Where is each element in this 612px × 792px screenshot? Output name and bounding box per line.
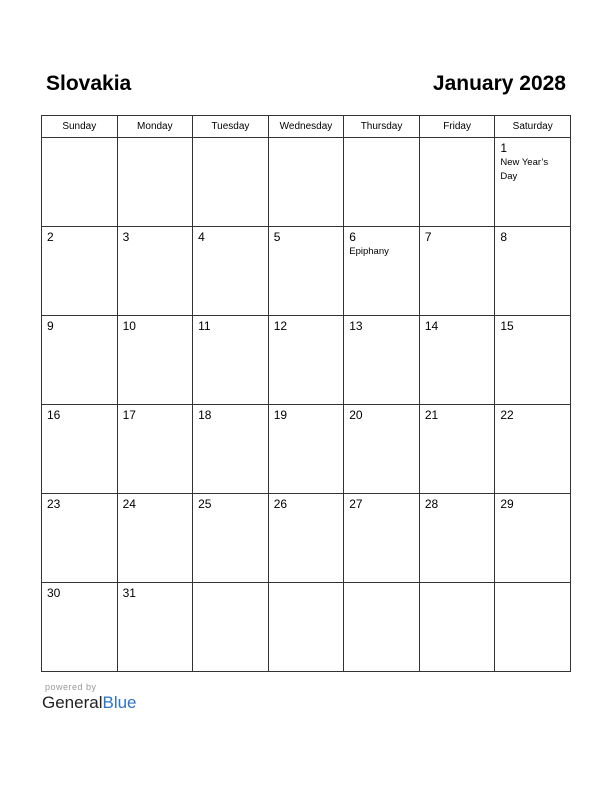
day-cell	[268, 405, 344, 494]
holiday-label	[495, 511, 570, 512]
week-row	[42, 405, 571, 494]
day-number: 30	[47, 586, 61, 600]
day-cell	[268, 583, 344, 672]
day-cell	[42, 227, 118, 316]
day-number: 26	[273, 497, 288, 511]
holiday-label: Epiphany	[349, 246, 389, 257]
week-row	[42, 227, 571, 316]
day-number: 1	[500, 141, 508, 155]
day-cell	[193, 583, 269, 672]
holiday-label	[269, 141, 344, 142]
weekday-header: Sunday	[42, 116, 118, 138]
holiday-label	[420, 141, 495, 142]
day-number: 5	[273, 230, 281, 244]
day-cell	[42, 138, 118, 227]
holiday-label	[118, 333, 193, 334]
day-number: 6	[349, 230, 356, 244]
day-cell	[495, 583, 571, 672]
day-cell	[268, 316, 344, 405]
holiday-label	[42, 244, 117, 245]
weekday-header: Thursday	[344, 116, 420, 138]
logo-blue-text: Blue	[102, 693, 137, 712]
holiday-label	[118, 422, 193, 423]
day-cell	[117, 227, 193, 316]
holiday-label	[269, 511, 344, 512]
day-cell	[419, 494, 495, 583]
holiday-label	[495, 586, 570, 587]
holiday-label	[193, 422, 268, 423]
holiday-label	[420, 333, 495, 334]
day-cell	[495, 316, 571, 405]
holiday-label	[269, 333, 344, 334]
month-year-title: January 2028	[432, 72, 566, 95]
weekday-header-row	[42, 116, 571, 138]
holiday-label	[495, 244, 570, 245]
day-number: 13	[349, 319, 363, 333]
day-number: 12	[273, 319, 288, 333]
day-cell	[193, 227, 269, 316]
day-number: 7	[424, 230, 432, 244]
day-cell	[42, 494, 118, 583]
day-number: 28	[424, 497, 439, 511]
weekday-header: Monday	[117, 116, 193, 138]
holiday-label	[193, 244, 268, 245]
holiday-label	[420, 422, 495, 423]
weekday-header: Saturday	[495, 116, 571, 138]
day-cell	[42, 405, 118, 494]
week-row	[42, 583, 571, 672]
day-number: 8	[500, 230, 508, 244]
day-number: 14	[424, 319, 439, 333]
holiday-label	[495, 333, 570, 334]
powered-by-label: powered by	[45, 682, 97, 692]
weekday-header: Friday	[419, 116, 495, 138]
weekday-header: Tuesday	[193, 116, 269, 138]
calendar-grid	[41, 115, 571, 672]
day-cell	[495, 494, 571, 583]
footer	[42, 681, 137, 713]
day-number: 29	[500, 497, 514, 511]
day-number: 25	[198, 497, 212, 511]
day-number: 21	[424, 408, 439, 422]
day-number: 11	[198, 319, 211, 333]
holiday-label	[42, 141, 117, 142]
holiday-label	[193, 141, 268, 142]
day-cell	[117, 316, 193, 405]
holiday-label: New Year’s Day	[500, 157, 549, 182]
day-cell	[344, 316, 420, 405]
logo-general-text: General	[42, 693, 103, 712]
day-cell	[117, 494, 193, 583]
day-cell	[344, 583, 420, 672]
holiday-label	[118, 244, 193, 245]
holiday-label	[42, 333, 117, 334]
day-cell	[117, 405, 193, 494]
day-cell	[42, 583, 118, 672]
day-cell	[193, 494, 269, 583]
generalblue-logo[interactable]	[42, 693, 137, 713]
day-number: 23	[47, 497, 61, 511]
week-row	[42, 316, 571, 405]
holiday-label	[118, 600, 193, 601]
day-number: 18	[198, 408, 212, 422]
holiday-label	[42, 511, 117, 512]
holiday-label	[42, 422, 117, 423]
week-row	[42, 494, 571, 583]
holiday-label	[420, 244, 495, 245]
day-number: 10	[122, 319, 136, 333]
day-number: 9	[47, 319, 54, 333]
day-cell	[117, 138, 193, 227]
day-cell	[495, 405, 571, 494]
day-cell	[193, 138, 269, 227]
holiday-label	[344, 422, 419, 423]
day-cell	[495, 227, 571, 316]
day-cell	[419, 583, 495, 672]
holiday-label	[344, 333, 419, 334]
day-cell	[193, 405, 269, 494]
day-cell	[117, 583, 193, 672]
day-number: 3	[122, 230, 130, 244]
holiday-label	[193, 333, 268, 334]
day-number: 4	[198, 230, 205, 244]
holiday-label	[42, 600, 117, 601]
weekday-header: Wednesday	[268, 116, 344, 138]
holiday-label	[269, 422, 344, 423]
day-number: 17	[122, 408, 136, 422]
day-cell	[419, 316, 495, 405]
day-number: 27	[349, 497, 363, 511]
day-cell	[42, 316, 118, 405]
week-row	[42, 138, 571, 227]
day-number: 31	[122, 586, 136, 600]
day-number: 16	[47, 408, 61, 422]
holiday-label	[344, 586, 419, 587]
day-number: 15	[500, 319, 514, 333]
day-number: 20	[349, 408, 363, 422]
holiday-label	[118, 141, 193, 142]
day-cell	[268, 494, 344, 583]
day-number: 22	[500, 408, 514, 422]
holiday-label	[269, 244, 344, 245]
day-cell	[495, 138, 571, 227]
holiday-label	[193, 511, 268, 512]
holiday-label	[420, 586, 495, 587]
holiday-label	[269, 586, 344, 587]
holiday-label	[193, 586, 268, 587]
day-cell	[268, 227, 344, 316]
day-number: 19	[273, 408, 288, 422]
day-cell	[344, 138, 420, 227]
day-cell	[344, 494, 420, 583]
holiday-label	[118, 511, 193, 512]
day-cell	[193, 316, 269, 405]
holiday-label	[495, 422, 570, 423]
holiday-label	[344, 511, 419, 512]
day-cell	[344, 405, 420, 494]
day-number: 24	[122, 497, 136, 511]
day-cell	[419, 138, 495, 227]
day-number: 2	[47, 230, 54, 244]
day-cell	[344, 227, 420, 316]
holiday-label	[344, 141, 419, 142]
day-cell	[268, 138, 344, 227]
day-cell	[419, 227, 495, 316]
day-cell	[419, 405, 495, 494]
holiday-label	[420, 511, 495, 512]
country-title: Slovakia	[46, 72, 132, 95]
